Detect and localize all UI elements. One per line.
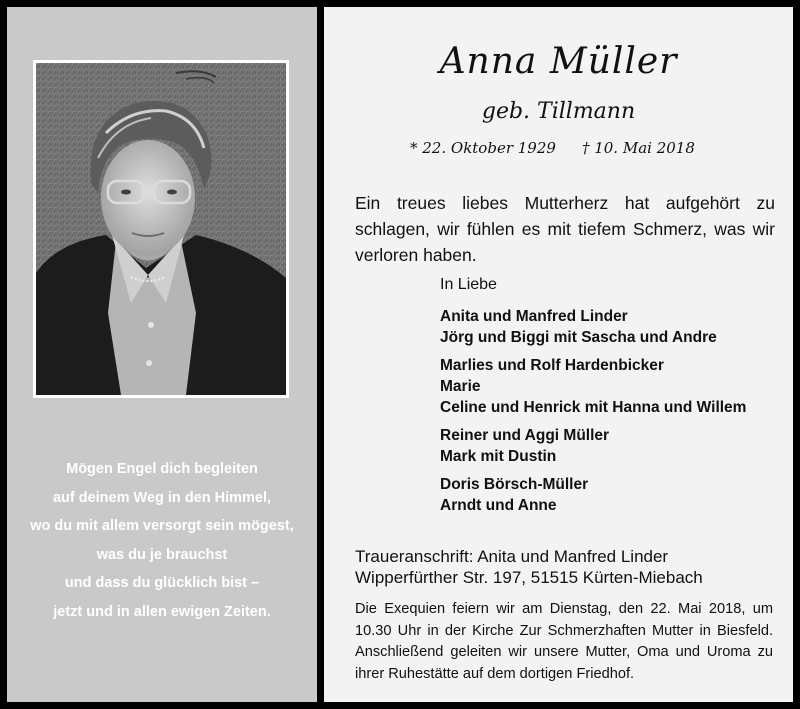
family-member: Doris Börsch-Müller [440, 476, 589, 493]
birth-name: geb. Tillmann [481, 99, 636, 124]
death-date: † 10. Mai 2018 [581, 139, 695, 157]
portrait-photo-image [36, 63, 286, 395]
verse-line: und dass du glücklich bist – [64, 575, 260, 592]
address-line: Wipperfürther Str. 197, 51515 Kürten-Miebach [355, 568, 703, 587]
family-member: Marlies und Rolf Hardenbicker [440, 357, 664, 374]
family-member: Arndt und Anne [440, 497, 557, 514]
left-panel [7, 7, 317, 702]
in-love-label: In Liebe [440, 276, 497, 293]
family-group [440, 425, 780, 467]
family-member: Anita und Manfred Linder [440, 308, 628, 325]
family-group [440, 306, 780, 348]
family-group [440, 355, 780, 418]
portrait-photo [33, 60, 289, 398]
address-line: Traueranschrift: Anita und Manfred Linder [355, 547, 669, 566]
family-list [440, 306, 780, 523]
family-group [440, 474, 780, 516]
verse-line: was du je brauchst [96, 546, 228, 563]
verse-line: Mögen Engel dich begleiten [66, 461, 258, 477]
verse-line: jetzt und in allen ewigen Zeiten. [53, 603, 271, 620]
verse-poem [7, 455, 317, 627]
verse-line: wo du mit allem versorgt sein mögest, [30, 518, 294, 535]
funeral-details: Die Exequien feiern wir am Dienstag, den 22. Mai 2018, um 10.30 Uhr in der Kirche Zur Schmerzhaften Mutter in Biesfeld. Anschließend geleiten wir unsere Mutter, Oma und Uroma zu ihrer Ruhestätte auf dem dortigen Friedhof. [355, 601, 773, 682]
family-member: Reiner und Aggi Müller [440, 427, 610, 444]
family-member: Mark mit Dustin [440, 448, 557, 465]
family-member: Jörg und Biggi mit Sascha und Andre [440, 329, 717, 346]
life-dates [410, 139, 730, 157]
right-panel [324, 7, 793, 702]
deceased-name: Anna Müller [439, 41, 678, 82]
verse-line: auf deinem Weg in den Himmel, [52, 489, 272, 506]
family-member: Marie [440, 378, 481, 395]
family-member: Celine und Henrick mit Hanna und Willem [440, 399, 747, 416]
intro-text: Ein treues liebes Mutterherz hat aufgehört zu schlagen, wir fühlen es mit tiefem Schmerz, was wir verloren haben. [355, 193, 775, 265]
mourning-address [355, 546, 785, 588]
birth-date: * 22. Oktober 1929 [410, 139, 556, 157]
